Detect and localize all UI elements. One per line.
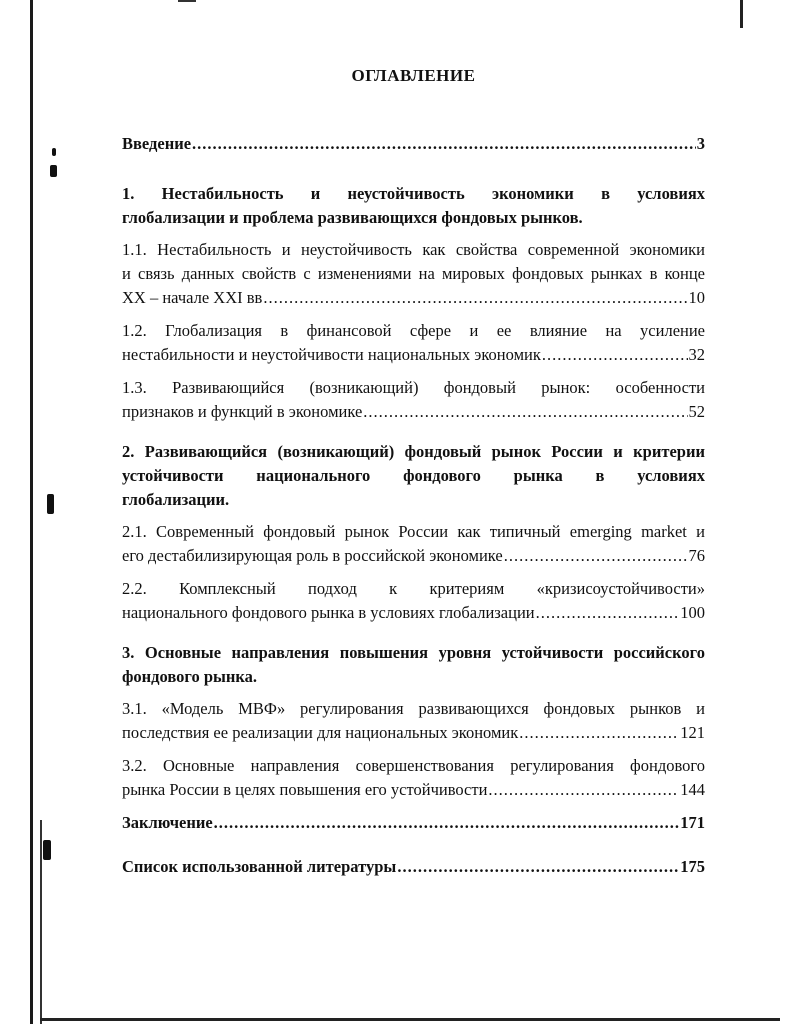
- toc-entry-page: 175: [680, 857, 705, 876]
- dot-leader: [363, 400, 687, 424]
- chapter-2-heading: [122, 440, 705, 512]
- dot-leader: [519, 721, 679, 745]
- scan-speck: [47, 494, 54, 514]
- toc-entry-page: 52: [688, 402, 705, 421]
- scan-edge-bottom: [40, 1018, 780, 1021]
- toc-entry-label: рынка России в целях повышения его устойчивости: [122, 780, 488, 799]
- toc-entry-line: 2.1. Современный фондовый рынок России как типичный emerging market и: [122, 522, 705, 541]
- toc-entry-1-3: [122, 376, 705, 424]
- toc-entry-label: Введение: [122, 134, 192, 153]
- toc-entry-line: 3.1. «Модель МВФ» регулирования развивающихся фондовых рынков и: [122, 699, 705, 718]
- chapter-1-heading: [122, 182, 705, 230]
- dot-leader: [192, 132, 696, 156]
- toc-entry-page: 171: [680, 813, 705, 832]
- chapter-heading-line: 3. Основные направления повышения уровня устойчивости российского: [122, 643, 705, 662]
- toc-entry-label: признаков и функций в экономике: [122, 402, 363, 421]
- toc-entry-label: последствия ее реализации для национальных экономик: [122, 723, 519, 742]
- chapter-heading-line: глобализации.: [122, 490, 230, 509]
- toc-entry-page: 76: [688, 546, 705, 565]
- scan-speck: [43, 840, 51, 860]
- toc-entry-page: 121: [680, 723, 705, 742]
- scan-mark-top-right: [740, 0, 743, 28]
- dot-leader: [536, 601, 680, 625]
- toc-entry-label: Список использованной литературы: [122, 857, 397, 876]
- toc-entry-line: 1.2. Глобализация в финансовой сфере и ее влияние на усиление: [122, 321, 705, 340]
- toc-entry-1-1: [122, 238, 705, 310]
- toc-entry-label: XX – начале XXI вв: [122, 288, 263, 307]
- toc-entry-line: и связь данных свойств с изменениями на мировых фондовых рынках в конце: [122, 264, 705, 283]
- toc-entry-3-1: [122, 697, 705, 745]
- toc-entry-conclusion: [122, 811, 705, 835]
- dot-leader: [397, 855, 679, 879]
- chapter-heading-line: 2. Развивающийся (возникающий) фондовый рынок России и критерии: [122, 442, 705, 461]
- scan-edge-left-lower: [40, 820, 42, 1024]
- dot-leader: [263, 286, 687, 310]
- toc-entry-label: нестабильности и неустойчивости национальных экономик: [122, 345, 541, 364]
- page-title: ОГЛАВЛЕНИЕ: [351, 66, 476, 85]
- toc-entry-line: 2.2. Комплексный подход к критериям «кризисоустойчивости»: [122, 579, 705, 598]
- toc-entry-page: 100: [680, 603, 705, 622]
- chapter-heading-line: глобализации и проблема развивающихся фондовых рынков.: [122, 208, 583, 227]
- toc-entry-1-2: [122, 319, 705, 367]
- toc-entry-3-2: [122, 754, 705, 802]
- toc-entry-intro: [122, 132, 705, 156]
- toc-entry-line: 1.3. Развивающийся (возникающий) фондовый рынок: особенности: [122, 378, 705, 397]
- toc-entry-page: 32: [688, 345, 705, 364]
- chapter-3-heading: [122, 641, 705, 689]
- chapter-heading-line: фондового рынка.: [122, 667, 258, 686]
- scan-edge-left: [30, 0, 33, 1024]
- toc-entry-label: Заключение: [122, 813, 213, 832]
- chapter-heading-line: устойчивости национального фондового рынка в условиях: [122, 466, 705, 485]
- dot-leader: [542, 343, 688, 367]
- dot-leader: [214, 811, 680, 835]
- toc-entry-label: его дестабилизирующая роль в российской экономике: [122, 546, 503, 565]
- scan-speck: [50, 165, 57, 177]
- toc-entry-2-2: [122, 577, 705, 625]
- toc-page: [122, 66, 705, 879]
- scan-mark-top: [178, 0, 196, 2]
- toc-entry-page: 10: [688, 288, 705, 307]
- toc-entry-line: 3.2. Основные направления совершенствования регулирования фондового: [122, 756, 705, 775]
- toc-entry-page: 144: [680, 780, 705, 799]
- dot-leader: [488, 778, 679, 802]
- chapter-heading-line: 1. Нестабильность и неустойчивость экономики в условиях: [122, 184, 705, 203]
- scan-speck: [52, 148, 56, 156]
- toc-entry-references: [122, 855, 705, 879]
- toc-entry-line: 1.1. Нестабильность и неустойчивость как свойства современной экономики: [122, 240, 705, 259]
- toc-entry-page: 3: [696, 134, 705, 153]
- toc-entry-label: национального фондового рынка в условиях глобализации: [122, 603, 535, 622]
- toc-entry-2-1: [122, 520, 705, 568]
- dot-leader: [504, 544, 688, 568]
